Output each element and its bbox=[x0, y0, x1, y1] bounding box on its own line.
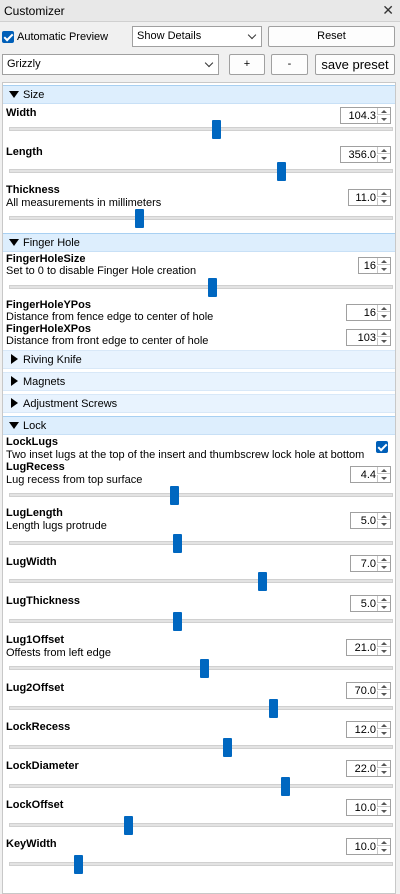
param-thickness-slider-thumb[interactable] bbox=[135, 209, 144, 228]
param-lug-width-spinbox[interactable] bbox=[350, 555, 391, 572]
param-lug-length-value: 5.0 bbox=[360, 515, 376, 527]
param-finger-hole-ypos-value: 16 bbox=[363, 307, 376, 319]
param-finger-hole-size-slider[interactable] bbox=[9, 285, 393, 289]
param-lug-width-name: LugWidth bbox=[6, 556, 57, 568]
spin-up-icon[interactable] bbox=[377, 190, 390, 197]
section-magnets-label: Magnets bbox=[23, 376, 66, 388]
param-lug-recess-spinbox[interactable] bbox=[350, 466, 391, 483]
param-length-slider[interactable] bbox=[9, 169, 393, 173]
spin-down-icon[interactable] bbox=[377, 691, 390, 698]
spin-down-icon[interactable] bbox=[377, 521, 390, 528]
spin-up-icon[interactable] bbox=[377, 305, 390, 312]
triangle-right-icon bbox=[11, 376, 18, 386]
triangle-right-icon bbox=[11, 398, 18, 408]
spin-up-icon[interactable] bbox=[377, 761, 390, 768]
param-finger-hole-ypos-spinbox[interactable] bbox=[346, 304, 391, 321]
section-adjustment-screws[interactable] bbox=[3, 394, 396, 413]
spin-down-icon[interactable] bbox=[377, 266, 390, 273]
preset-select[interactable] bbox=[2, 54, 219, 75]
remove-preset-button[interactable]: - bbox=[271, 54, 308, 75]
section-riving-knife[interactable] bbox=[3, 350, 396, 369]
param-finger-hole-size-name: FingerHoleSize bbox=[6, 253, 86, 265]
spin-down-icon[interactable] bbox=[377, 198, 390, 205]
section-lock-label: Lock bbox=[23, 420, 47, 432]
spin-down-icon[interactable] bbox=[377, 730, 390, 737]
spin-up-icon[interactable] bbox=[377, 722, 390, 729]
param-lock-diameter-slider[interactable] bbox=[9, 784, 393, 788]
spin-down-icon[interactable] bbox=[377, 338, 390, 345]
section-finger-hole-label: Finger Hole bbox=[23, 237, 80, 249]
param-lug-recess-value: 4.4 bbox=[360, 469, 376, 481]
param-lock-offset-slider-thumb[interactable] bbox=[124, 816, 133, 835]
spin-down-icon[interactable] bbox=[377, 313, 390, 320]
param-lug2-offset-name: Lug2Offset bbox=[6, 682, 65, 694]
param-width-value: 104.3 bbox=[348, 110, 376, 122]
param-finger-hole-xpos-description: Distance from front edge to center of hole bbox=[6, 335, 209, 347]
param-thickness-description: All measurements in millimeters bbox=[6, 197, 162, 209]
section-size-label: Size bbox=[23, 89, 45, 101]
param-lug-thickness-slider-thumb[interactable] bbox=[173, 612, 182, 631]
param-lug-length-slider-thumb[interactable] bbox=[173, 534, 182, 553]
param-lug-length-slider[interactable] bbox=[9, 541, 393, 545]
spin-up-icon[interactable] bbox=[377, 258, 390, 265]
param-length-spinbox[interactable] bbox=[340, 146, 391, 163]
spin-down-icon[interactable] bbox=[377, 769, 390, 776]
spin-up-icon[interactable] bbox=[377, 640, 390, 647]
spin-up-icon[interactable] bbox=[377, 839, 390, 846]
param-lug-thickness-value: 5.0 bbox=[360, 598, 376, 610]
param-lug-width-slider[interactable] bbox=[9, 579, 393, 583]
section-finger-hole[interactable] bbox=[3, 233, 396, 252]
param-lock-recess-name: LockRecess bbox=[6, 721, 71, 733]
param-lug-length-description: Length lugs protrude bbox=[6, 520, 107, 532]
spin-down-icon[interactable] bbox=[377, 808, 390, 815]
add-preset-button[interactable]: + bbox=[229, 54, 265, 75]
section-size[interactable] bbox=[3, 85, 396, 104]
param-length-slider-thumb[interactable] bbox=[277, 162, 286, 181]
param-thickness-spinbox[interactable] bbox=[348, 189, 391, 206]
spin-up-icon[interactable] bbox=[377, 513, 390, 520]
param-lock-diameter-slider-thumb[interactable] bbox=[281, 777, 290, 796]
param-width-name: Width bbox=[6, 107, 37, 119]
save-preset-button[interactable]: save preset bbox=[315, 54, 395, 75]
window-title: Customizer bbox=[4, 4, 65, 18]
param-lock-recess-spinbox[interactable] bbox=[346, 721, 391, 738]
param-lug-thickness-name: LugThickness bbox=[6, 595, 80, 607]
param-finger-hole-ypos-description: Distance from fence edge to center of hole bbox=[6, 311, 214, 323]
section-magnets[interactable] bbox=[3, 372, 396, 391]
param-lock-recess-value: 12.0 bbox=[354, 724, 376, 736]
param-finger-hole-xpos-value: 103 bbox=[357, 332, 376, 344]
param-finger-hole-size-slider-thumb[interactable] bbox=[208, 278, 217, 297]
param-lug-thickness-spinbox[interactable] bbox=[350, 595, 391, 612]
spin-down-icon[interactable] bbox=[377, 155, 390, 162]
param-key-width-spinbox[interactable] bbox=[346, 838, 391, 855]
param-lug-thickness-slider[interactable] bbox=[9, 619, 393, 623]
details-select[interactable] bbox=[132, 26, 262, 47]
title-bar bbox=[0, 0, 400, 22]
param-lock-offset-name: LockOffset bbox=[6, 799, 64, 811]
param-width-spinbox[interactable] bbox=[340, 107, 391, 124]
param-width-slider-thumb[interactable] bbox=[212, 120, 221, 139]
preset-select-value: Grizzly bbox=[7, 58, 41, 70]
param-lock-lugs-checkbox[interactable] bbox=[376, 441, 388, 453]
spin-up-icon[interactable] bbox=[377, 147, 390, 154]
param-lug-recess-slider-thumb[interactable] bbox=[170, 486, 179, 505]
param-lug2-offset-spinbox[interactable] bbox=[346, 682, 391, 699]
param-length-name: Length bbox=[6, 146, 43, 158]
param-lock-diameter-value: 22.0 bbox=[354, 763, 376, 775]
param-lock-diameter-name: LockDiameter bbox=[6, 760, 79, 772]
param-lug1-offset-slider-thumb[interactable] bbox=[200, 659, 209, 678]
triangle-down-icon bbox=[9, 91, 19, 98]
spin-down-icon[interactable] bbox=[377, 604, 390, 611]
param-lug1-offset-spinbox[interactable] bbox=[346, 639, 391, 656]
param-finger-hole-xpos-name: FingerHoleXPos bbox=[6, 323, 91, 335]
reset-button[interactable]: Reset bbox=[268, 26, 395, 47]
param-lug-width-slider-thumb[interactable] bbox=[258, 572, 267, 591]
param-key-width-slider[interactable] bbox=[9, 862, 393, 866]
param-lug-width-value: 7.0 bbox=[360, 558, 376, 570]
spin-up-icon[interactable] bbox=[377, 683, 390, 690]
section-riving-knife-label: Riving Knife bbox=[23, 354, 82, 366]
param-lock-recess-slider-thumb[interactable] bbox=[223, 738, 232, 757]
param-lock-lugs-name: LockLugs bbox=[6, 436, 58, 448]
spin-up-icon[interactable] bbox=[377, 556, 390, 563]
param-lock-offset-slider[interactable] bbox=[9, 823, 393, 827]
spin-down-icon[interactable] bbox=[377, 648, 390, 655]
details-select-value: Show Details bbox=[137, 30, 202, 42]
spin-up-icon[interactable] bbox=[377, 596, 390, 603]
param-lug-recess-name: LugRecess bbox=[6, 461, 65, 473]
close-icon[interactable]: ✕ bbox=[382, 2, 394, 18]
spin-down-icon[interactable] bbox=[377, 564, 390, 571]
spin-up-icon[interactable] bbox=[377, 108, 390, 115]
spin-up-icon[interactable] bbox=[377, 467, 390, 474]
param-finger-hole-xpos-spinbox[interactable] bbox=[346, 329, 391, 346]
param-length-value: 356.0 bbox=[348, 149, 376, 161]
param-lug2-offset-slider-thumb[interactable] bbox=[269, 699, 278, 718]
parameters-panel[interactable] bbox=[2, 82, 396, 894]
param-lug1-offset-description: Offests from left edge bbox=[6, 647, 111, 659]
spin-up-icon[interactable] bbox=[377, 800, 390, 807]
triangle-down-icon bbox=[9, 422, 19, 429]
section-lock[interactable] bbox=[3, 416, 396, 435]
param-lug2-offset-slider[interactable] bbox=[9, 706, 393, 710]
param-thickness-value: 11.0 bbox=[355, 192, 376, 204]
spin-down-icon[interactable] bbox=[377, 847, 390, 854]
param-lug-length-spinbox[interactable] bbox=[350, 512, 391, 529]
chevron-down-icon bbox=[248, 31, 256, 39]
param-finger-hole-ypos-name: FingerHoleYPos bbox=[6, 299, 91, 311]
param-lock-diameter-spinbox[interactable] bbox=[346, 760, 391, 777]
param-thickness-slider[interactable] bbox=[9, 216, 393, 220]
param-lock-recess-slider[interactable] bbox=[9, 745, 393, 749]
automatic-preview-checkbox[interactable] bbox=[2, 31, 14, 43]
param-lock-lugs-description: Two inset lugs at the top of the insert and thumbscrew lock hole at bottom bbox=[6, 449, 365, 461]
triangle-right-icon bbox=[11, 354, 18, 364]
param-width-slider[interactable] bbox=[9, 127, 393, 131]
param-finger-hole-size-description: Set to 0 to disable Finger Hole creation bbox=[6, 265, 197, 277]
param-lug-recess-slider[interactable] bbox=[9, 493, 393, 497]
param-lug-length-name: LugLength bbox=[6, 507, 63, 519]
param-lock-offset-value: 10.0 bbox=[354, 802, 376, 814]
spin-up-icon[interactable] bbox=[377, 330, 390, 337]
spin-down-icon[interactable] bbox=[377, 116, 390, 123]
param-key-width-value: 10.0 bbox=[354, 841, 376, 853]
param-lug-recess-description: Lug recess from top surface bbox=[6, 474, 143, 486]
param-lug1-offset-value: 21.0 bbox=[354, 642, 376, 654]
param-key-width-name: KeyWidth bbox=[6, 838, 57, 850]
param-lug2-offset-value: 70.0 bbox=[354, 685, 376, 697]
automatic-preview-label: Automatic Preview bbox=[17, 31, 109, 43]
section-adjustment-screws-label: Adjustment Screws bbox=[23, 398, 118, 410]
spin-down-icon[interactable] bbox=[377, 475, 390, 482]
param-lock-offset-spinbox[interactable] bbox=[346, 799, 391, 816]
chevron-down-icon bbox=[205, 59, 213, 67]
param-lug1-offset-name: Lug1Offset bbox=[6, 634, 65, 646]
param-finger-hole-size-value: 16 bbox=[363, 260, 376, 272]
triangle-down-icon bbox=[9, 239, 19, 246]
param-finger-hole-size-spinbox[interactable] bbox=[358, 257, 391, 274]
param-thickness-name: Thickness bbox=[6, 184, 60, 196]
param-key-width-slider-thumb[interactable] bbox=[74, 855, 83, 874]
